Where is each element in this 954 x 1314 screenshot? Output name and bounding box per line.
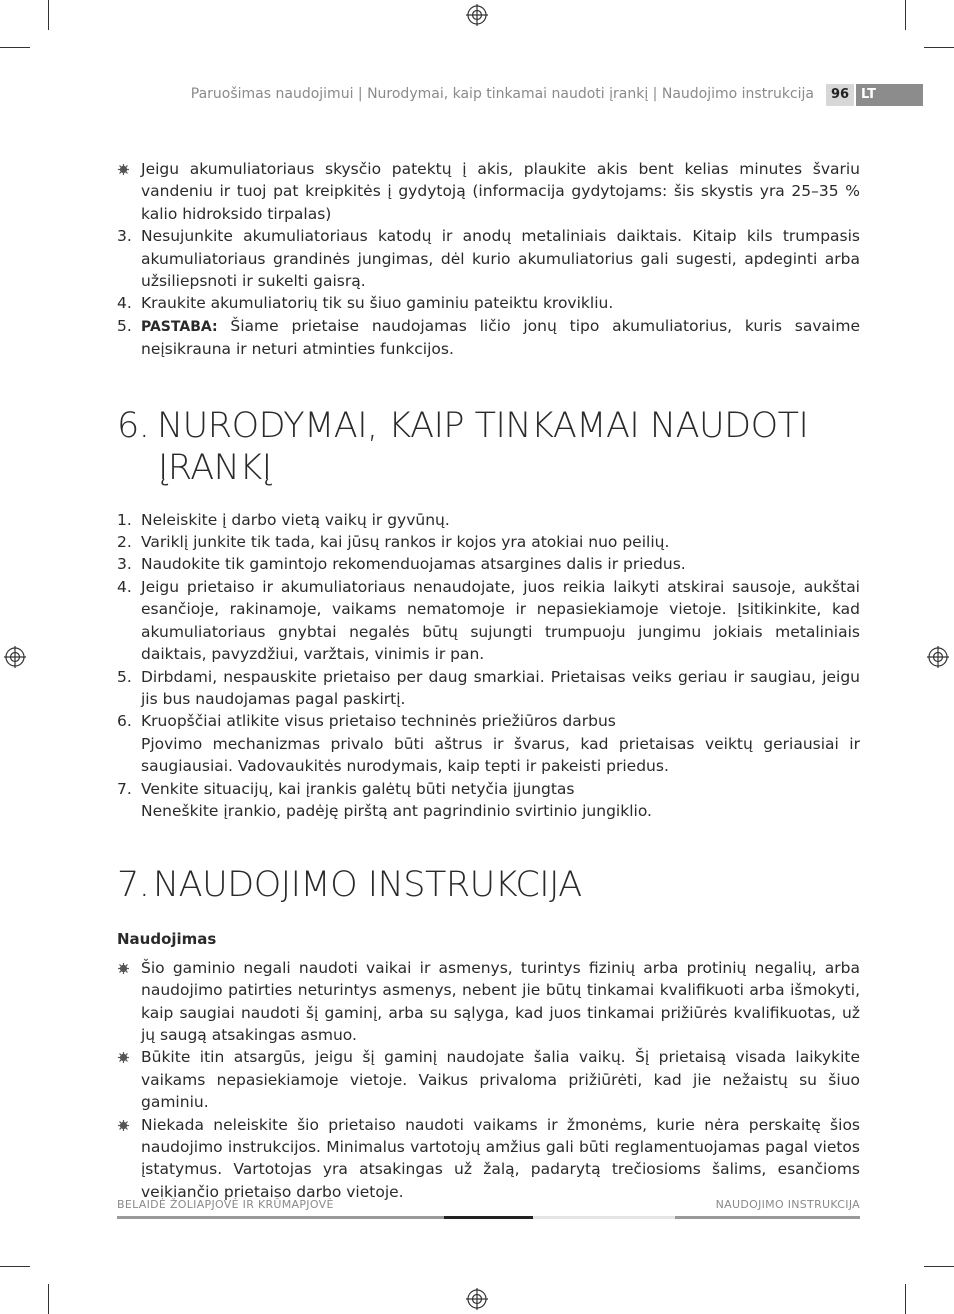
language-badge: LT	[856, 84, 923, 106]
list-item-text: Šio gaminio negali naudoti vaikai ir asmenys, turintys fizinių arba protinių negalių, arba naudojimo patirties neturintys asmenys, nebent jie būtų tinkamai kvalifikuoti arba išmokyti, kaip saugiai naudoti šį gaminį, arba su sąlyga, kad juos tinkamai prižiūrės kvalifikuotas, už jų saugą atsakingas asmuo.	[141, 958, 860, 1044]
list-number: 3.	[117, 227, 132, 246]
page-content	[117, 158, 860, 1203]
list-number: 4.	[117, 577, 132, 596]
section-6-title	[117, 405, 860, 489]
crop-mark	[48, 1284, 49, 1314]
list-number: 3.	[117, 555, 132, 574]
registration-mark-icon	[466, 4, 488, 26]
crop-mark	[905, 1284, 906, 1314]
list-item-text: Kraukite akumuliatorių tik su šiuo gaminiu pateiktu krovikliu.	[141, 294, 614, 313]
footer-bar	[444, 1216, 533, 1219]
section-title-line2: ĮRANKĮ	[158, 447, 272, 488]
list-item-text: Dirbdami, nespauskite prietaiso per daug smarkiai. Prietaisas veiks geriau ir saugiau, jeigu jis bus naudojamas pagal paskirtį.	[141, 667, 860, 708]
footer-bar	[533, 1216, 675, 1219]
list-item-text: Nesujunkite akumuliatoriaus katodų ir anodų metaliniais daiktais. Kitaip kils trumpasis akumuliatoriaus grandinės jungimas, dėl kurio akumuliatorius gali sugesti, apdeginti arba užsiliepsnoti ir sukelti gaisrą.	[141, 227, 860, 291]
list-item	[117, 710, 860, 777]
registration-mark-icon	[466, 1288, 488, 1310]
list-item-text: Kruopščiai atlikite visus prietaiso techninės priežiūros darbus	[141, 712, 616, 731]
list-item	[117, 292, 860, 314]
list-number: 2.	[117, 533, 132, 552]
list-item	[117, 315, 860, 361]
crop-mark	[924, 1266, 954, 1267]
crop-mark	[905, 0, 906, 30]
registration-mark-icon	[927, 646, 949, 668]
registration-mark-icon	[4, 646, 26, 668]
list-number: 1.	[117, 510, 132, 529]
section-title-line1: NAUDOJIMO INSTRUKCIJA	[153, 865, 582, 906]
list-item-text: Šiame prietaise naudojamas ličio jonų tipo akumuliatorius, kuris savaime neįsikrauna ir neturi atminties funkcijos.	[141, 316, 860, 359]
list-item-text: Venkite situacijų, kai įrankis galėtų būti netyčia įjungtas	[141, 779, 575, 798]
intro-list	[117, 158, 860, 361]
footer-right-label: NAUDOJIMO INSTRUKCIJA	[715, 1198, 860, 1211]
list-item-text: Būkite itin atsargūs, jeigu šį gaminį naudojate šalia vaikų. Šį prietaisą visada laikykite vaikams nepasiekiamoje vietoje. Vaikus privaloma prižiūrėti, kad jie nežaistų su šiuo gaminiu.	[141, 1048, 860, 1112]
bullet-icon	[118, 164, 129, 175]
page-number: 96	[826, 84, 854, 106]
footer-left-label: BELAIDĖ ŽOLIAPJOVĖ IR KRŪMAPJOVĖ	[117, 1198, 334, 1211]
section-number: 7.	[117, 865, 150, 906]
section-6-list	[117, 509, 860, 823]
list-item	[117, 666, 860, 711]
bullet-icon	[118, 963, 129, 974]
list-item	[117, 1046, 860, 1113]
bullet-icon	[118, 1120, 129, 1131]
list-item	[117, 957, 860, 1047]
footer-bar	[117, 1216, 444, 1219]
list-item-text: Neleiskite į darbo vietą vaikų ir gyvūnų.	[141, 510, 450, 529]
section-7-list	[117, 957, 860, 1203]
list-item-text: Naudokite tik gamintojo rekomenduojamas atsargines dalis ir priedus.	[141, 555, 686, 574]
list-item-text: Variklį junkite tik tada, kai jūsų rankos ir kojos yra atokiai nuo peilių.	[141, 533, 670, 552]
list-item	[117, 225, 860, 292]
list-number: 5.	[117, 667, 132, 686]
list-number: 6.	[117, 712, 132, 731]
page-header	[0, 84, 954, 106]
section-title-line1: NURODYMAI, KAIP TINKAMAI NAUDOTI	[157, 405, 809, 446]
list-item-detail: Pjovimo mechanizmas privalo būti aštrus ir švarus, kad prietaisas veiktų geriausiai ir saugiausiai. Vadovaukitės nurodymais, kaip tepti ir pakeisti priedus.	[141, 734, 860, 776]
list-item	[117, 778, 860, 823]
crop-mark	[924, 47, 954, 48]
list-number: 4.	[117, 294, 132, 313]
list-item	[117, 553, 860, 575]
list-item	[117, 531, 860, 553]
list-item-detail: Neneškite įrankio, padėję pirštą ant pagrindinio svirtinio jungiklio.	[141, 801, 652, 820]
section-number: 6.	[117, 405, 150, 446]
section-7-title	[117, 864, 860, 906]
footer-bar	[675, 1216, 860, 1219]
list-item	[117, 158, 860, 225]
list-number: 7.	[117, 779, 132, 798]
subheading: Naudojimas	[117, 930, 217, 949]
crop-mark	[0, 47, 30, 48]
bullet-icon	[118, 1052, 129, 1063]
list-item-text: Niekada neleiskite šio prietaiso naudoti vaikams ir žmonėms, kurie nėra perskaitę šios naudojimo instrukcijos. Minimalus vartotojų amžius gali būti reglamentuojamas pagal vietos įstatymus. Vartotojas yra atsakingas už žalą, padarytą trečiosioms šalims, esančioms veikiančio prietaiso darbo vietoje.	[141, 1115, 860, 1201]
list-number: 5.	[117, 316, 132, 335]
list-item-text: Jeigu akumuliatoriaus skysčio patektų į akis, plaukite akis bent kelias minutes švariu vandeniu ir tuoj pat kreipkitės į gydytoją (informacija gydytojams: šis skystis yra 25–35 % kalio hidroksido tirpalas)	[141, 160, 860, 223]
list-item	[117, 576, 860, 666]
note-label: PASTABA:	[141, 318, 218, 335]
crop-mark	[0, 1266, 30, 1267]
crop-mark	[48, 0, 49, 30]
breadcrumb: Paruošimas naudojimui | Nurodymai, kaip tinkamai naudoti įrankį | Naudojimo instrukcija	[190, 86, 814, 102]
list-item-text: Jeigu prietaiso ir akumuliatoriaus nenaudojate, juos reikia laikyti atskirai sausoje, aukštai esančioje, rakinamoje, vaikams nematomoje ir nepasiekiamoje vietoje. Įsitikinkite, kad akumuliatoriaus gnybtai negalės būtų sujungti trumpuoju jungimu jokiais metaliniais daiktais, pavyzdžiui, varžtais, vinimis ir pan.	[141, 577, 860, 664]
list-item	[117, 1114, 860, 1204]
list-item	[117, 509, 860, 531]
